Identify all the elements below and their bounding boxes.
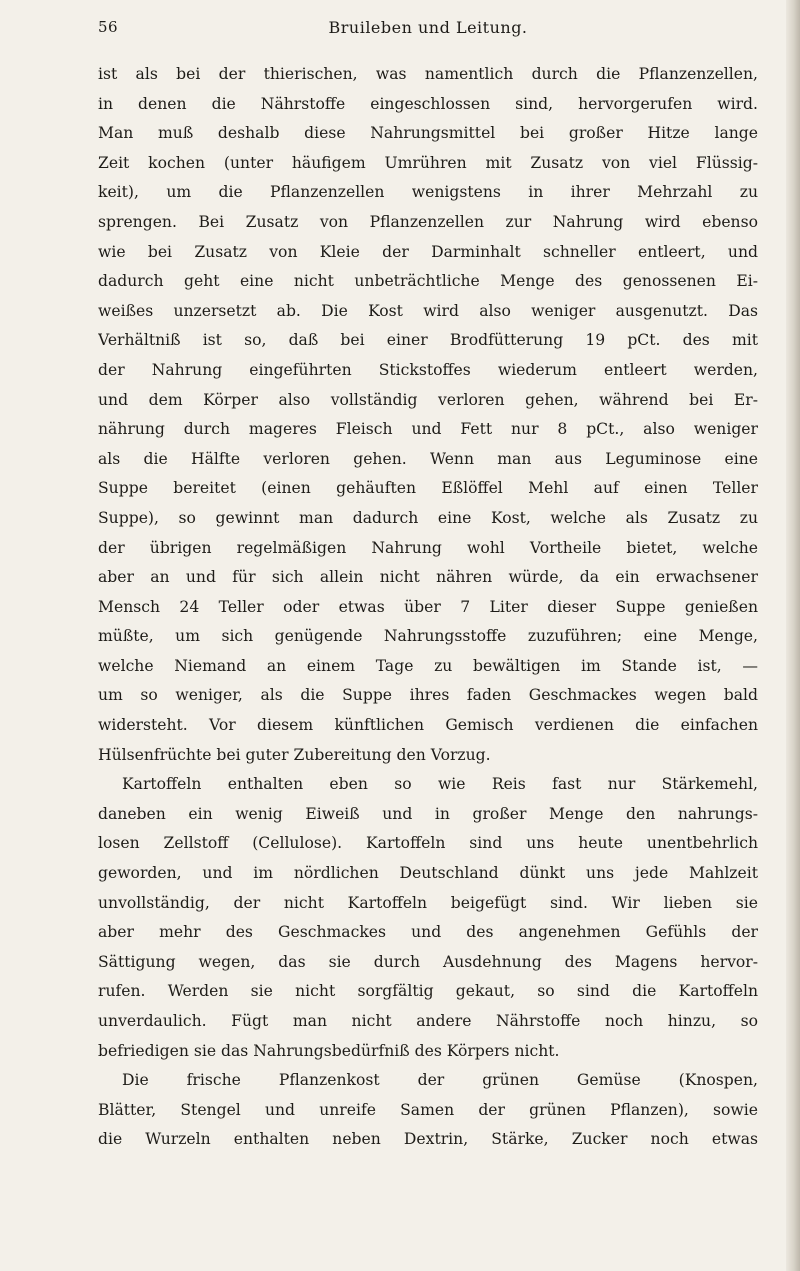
text-line: um so weniger, als die Suppe ihres faden Geschmackes wegen bald [98, 686, 758, 705]
text-line: Hülsenfrüchte bei guter Zubereitung den Vorzug. [98, 745, 491, 764]
text-line: sprengen. Bei Zusatz von Pflanzenzellen zur Nahrung wird ebenso [98, 212, 758, 231]
text-line: keit), um die Pflanzenzellen wenigstens in ihrer Mehrzahl zu [98, 183, 758, 202]
body-text [98, 60, 758, 1155]
text-line: welche Niemand an einem Tage zu bewältigen im Stande ist, — [98, 656, 758, 675]
text-line: ist als bei der thierischen, was namentlich durch die Pflanzenzellen, [98, 65, 758, 83]
page-spine-edge [786, 0, 800, 1271]
text-line: die Wurzeln enthalten neben Dextrin, Stärke, Zucker noch etwas [98, 1130, 758, 1149]
text-line: Mensch 24 Teller oder etwas über 7 Liter dieser Suppe genießen [98, 597, 758, 616]
text-line: weißes unzersetzt ab. Die Kost wird also weniger ausgenutzt. Das [98, 301, 758, 320]
text-line: unverdaulich. Fügt man nicht andere Nährstoffe noch hinzu, so [98, 1012, 758, 1030]
text-line: wie bei Zusatz von Kleie der Darminhalt schneller entleert, und [98, 242, 758, 261]
text-line: dadurch geht eine nicht unbeträchtliche Menge des genossenen Ei- [98, 272, 758, 291]
text-line: losen Zellstoff (Cellulose). Kartoffeln sind uns heute unentbehrlich [98, 834, 758, 853]
text-line: in denen die Nährstoffe eingeschlossen sind, hervorgerufen wird. [98, 94, 758, 113]
text-line: aber an und für sich allein nicht nähren würde, da ein erwachsener [98, 568, 758, 587]
text-line: nährung durch mageres Fleisch und Fett nur 8 pCt., also weniger [98, 420, 758, 439]
text-line: widersteht. Vor diesem künftlichen Gemisch verdienen die einfachen [98, 716, 758, 735]
text-line: müßte, um sich genügende Nahrungsstoffe zuzuführen; eine Menge, [98, 627, 758, 646]
page-number: 56 [98, 18, 119, 36]
text-line: Sättigung wegen, das sie durch Ausdehnung des Magens hervor- [98, 952, 758, 971]
text-line: der übrigen regelmäßigen Nahrung wohl Vortheile bietet, welche [98, 538, 758, 557]
paragraph-start-gemuese: Die frische Pflanzenkost der grünen Gemüse (Knospen, [122, 1071, 758, 1090]
text-line: rufen. Werden sie nicht sorgfältig gekaut, so sind die Kartoffeln [98, 982, 758, 1001]
text-line: Suppe), so gewinnt man dadurch eine Kost, welche als Zusatz zu [98, 508, 758, 527]
text-line: aber mehr des Geschmackes und des angenehmen Gefühls der [98, 923, 758, 942]
page-header [98, 18, 758, 44]
text-line: der Nahrung eingeführten Stickstoffes wiederum entleert werden, [98, 360, 758, 379]
text-line: Suppe bereitet (einen gehäuften Eßlöffel Mehl auf einen Teller [98, 479, 758, 498]
text-line: daneben ein wenig Eiweiß und in großer Menge den nahrungs- [98, 804, 758, 823]
paragraph-start-kartoffeln: Kartoffeln enthalten eben so wie Reis fast nur Stärkemehl, [122, 775, 758, 794]
text-line: Man muß deshalb diese Nahrungsmittel bei großer Hitze lange [98, 124, 758, 143]
running-head: Bruileben und Leitung. [328, 18, 528, 37]
text-line: Verhältniß ist so, daß bei einer Brodfütterung 19 pCt. des mit [98, 331, 758, 350]
text-line: Blätter, Stengel und unreife Samen der grünen Pflanzen), sowie [98, 1100, 758, 1119]
text-line: und dem Körper also vollständig verloren gehen, während bei Er- [98, 390, 758, 409]
text-line: unvollständig, der nicht Kartoffeln beigefügt sind. Wir lieben sie [98, 893, 758, 912]
text-line: geworden, und im nördlichen Deutschland dünkt uns jede Mahlzeit [98, 864, 758, 883]
text-line: Zeit kochen (unter häufigem Umrühren mit Zusatz von viel Flüssig- [98, 153, 758, 172]
text-line: befriedigen sie das Nahrungsbedürfniß des Körpers nicht. [98, 1041, 560, 1060]
text-line: als die Hälfte verloren gehen. Wenn man aus Leguminose eine [98, 449, 758, 468]
